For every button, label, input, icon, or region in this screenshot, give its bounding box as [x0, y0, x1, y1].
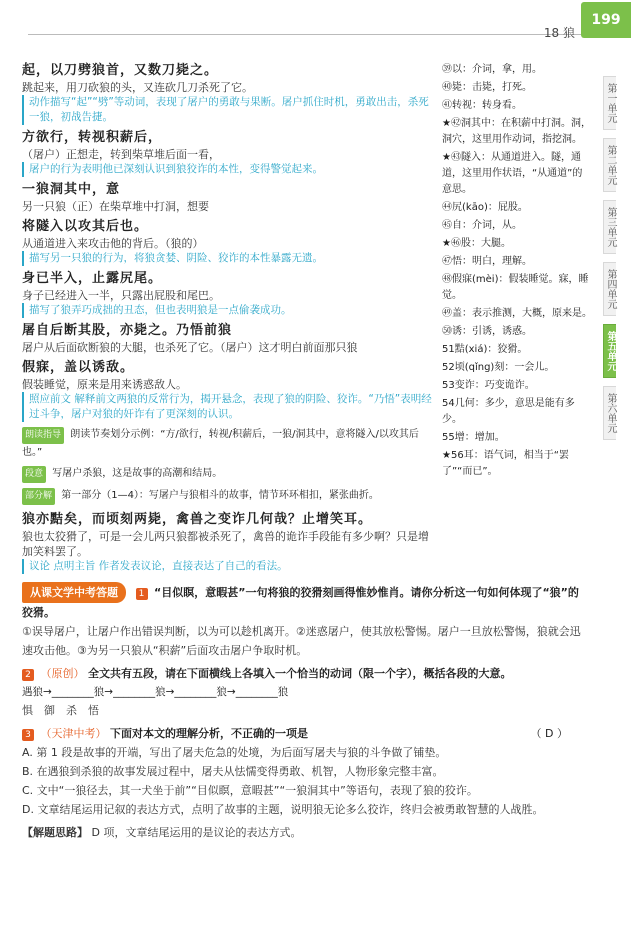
reading-guide-text: 朗读节奏划分示例：“方/欲行，转视/积薪后，一狼/洞其中，意将隧入/以攻其后也。”: [22, 429, 419, 458]
original-text: 一狼洞其中，意: [22, 182, 121, 197]
tab-unit-1[interactable]: 第一单元: [603, 76, 616, 130]
question-text: 全文共有五段，请在下面横线上各填入一个恰当的动词（限一个字），概括各段的大意。: [88, 667, 512, 680]
question-source-tag: （原创）: [40, 667, 85, 680]
paragraph-text: 写屠户杀狼，这是故事的高潮和结局。: [52, 468, 223, 479]
paragraph-tag: 段意: [22, 466, 46, 483]
paragraph-summary: [22, 465, 434, 483]
unit-tabs: [603, 76, 633, 448]
translation-text: （屠户）正想走，转到柴草堆后面一看，: [22, 148, 220, 161]
paragraph-5: [22, 511, 434, 574]
header-rule: [28, 34, 581, 35]
annotation-note: 屠户的行为表明他已深刻认识到狼狡诈的本性，变得警觉起来。: [22, 162, 434, 177]
text-block: [22, 270, 434, 318]
side-note: ㊴以：介词，拿，用。: [442, 64, 542, 75]
side-note: 51黠(xiá)：狡猾。: [442, 344, 528, 355]
solution-hint-text: D 项，文章结尾运用的是议论的表达方式。: [91, 826, 302, 839]
answer-1: ①误导屠户，让屠户作出错误判断，以为可以趁机离开。②迷惑屠户，使其放松警惕。屠户一旦放松警惕，狼就会迅速攻击他。③为另一只狼从“积薪”后面攻击屠户争取时机。: [22, 625, 581, 657]
option-d: D. 文章结尾运用记叙的表达方式，点明了故事的主题，说明狼无论多么狡诈，终归会被勇敢智慧的人战胜。: [22, 803, 544, 816]
side-note: ㊺自：介词，从。: [442, 220, 522, 231]
translation-text: 另一只狼（正）在柴草堆中打洞，想要: [22, 200, 209, 213]
question-text: 下面对本文的理解分析，不正确的一项是: [110, 727, 308, 740]
question-2: [22, 664, 582, 683]
solution-hint: [22, 823, 582, 842]
part-text: 第一部分（1—4）：写屠户与狼相斗的故事，情节环环相扣，紧张曲折。: [61, 490, 379, 501]
side-note: 53变诈：巧变诡诈。: [442, 380, 535, 391]
side-note: ★㊻股：大腿。: [442, 238, 511, 249]
question-source-tag: （天津中考）: [40, 727, 107, 740]
translation-text: 从通道进入来攻击他的背后。（狼的）: [22, 237, 204, 250]
side-note: 52顷(qǐng)刻：一会儿。: [442, 362, 555, 373]
translation-text: 狼也太狡猾了，可是一会儿两只狼都被杀死了，禽兽的诡诈手段能有多少啊？只是增加笑料罢了。: [22, 530, 429, 558]
question-number: 2: [22, 669, 34, 681]
original-text: 屠自后断其股，亦毙之。乃悟前狼: [22, 323, 233, 338]
annotation-note: 描写另一只狼的行为，将狼贪婪、阴险、狡诈的本性暴露无遗。: [22, 251, 434, 266]
exam-section: [22, 582, 582, 842]
question-number: 1: [136, 588, 148, 600]
question-3: [22, 724, 582, 743]
fill-blank-chain: 遇狼→________狼→________狼→________狼→________狼: [22, 686, 289, 698]
part-tag: 部分解: [22, 488, 55, 505]
solution-hint-label: 【解题思路】: [22, 826, 88, 839]
text-block: [22, 129, 434, 177]
page-header: [0, 0, 633, 46]
text-block: [22, 322, 434, 355]
side-note: ㊶转视：转身看。: [442, 100, 522, 111]
question-1: [22, 582, 582, 622]
original-text: 将隧入以攻其后也。: [22, 219, 149, 234]
annotation-note: 议论 点明主旨 作者发表议论，直接表达了自己的看法。: [22, 559, 434, 574]
translation-text: 屠户从后面砍断狼的大腿，也杀死了它。（屠户）这才明白前面那只狼: [22, 341, 358, 354]
annotation-note: 动作描写“起”“劈”等动词，表现了屠户的勇敢与果断。屠户抓住时机，勇敢出击，杀死一狼，初战告捷。: [22, 95, 434, 125]
translation-text: 跳起来，用刀砍狼的头，又连砍几刀杀死了它。: [22, 81, 253, 94]
main-text: [22, 62, 434, 578]
option-b: B. 在遇狼到杀狼的故事发展过程中，屠夫从怯懦变得勇敢、机智，人物形象完整丰富。: [22, 765, 444, 778]
side-note: ㊹尻(kāo)：屁股。: [442, 202, 528, 213]
reading-guide: [22, 426, 434, 461]
side-note: ★㊸隧入：从通道进入。隧，通道，这里用作状语，“从通道”的意思。: [442, 152, 583, 195]
option-a: A. 第 1 段是故事的开端，写出了屠夫危急的处境，为后面写屠夫与狼的斗争做了铺垫。: [22, 746, 447, 759]
question-text: “目似瞑，意暇甚”一句将狼的狡猾刻画得惟妙惟肖。请你分析这一句如何体现了“狼”的狡猾。: [22, 586, 579, 619]
text-block: [22, 62, 434, 125]
original-text: 方欲行，转视积薪后，: [22, 130, 163, 145]
tab-unit-5[interactable]: 第五单元: [603, 324, 616, 378]
side-note: ㊽假寐(mèi)：假装睡觉。寐，睡觉。: [442, 274, 589, 301]
side-note: ㊵毙：击毙，打死。: [442, 82, 532, 93]
part-summary: [22, 487, 434, 505]
translation-text: 假装睡觉，原来是用来诱惑敌人。: [22, 378, 187, 391]
annotation-note: 描写了狼弄巧成拙的丑态，但也表明狼是一点偷袭成功。: [22, 303, 434, 318]
option-c: C. 文中“一狼径去，其一犬坐于前”“目似瞑，意暇甚”“一狼洞其中”等语句，表现了狼的狡诈。: [22, 784, 478, 797]
original-text: 起，以刀劈狼首，又数刀毙之。: [22, 63, 219, 78]
original-text: 身已半入，止露尻尾。: [22, 271, 163, 286]
reading-guide-tag: 朗读指导: [22, 427, 64, 444]
tab-unit-4[interactable]: 第四单元: [603, 262, 616, 316]
exam-section-tag: 从课文学中考答题: [22, 582, 126, 603]
original-text: 狼亦黠矣，而顷刻两毙，禽兽之变诈几何哉？止增笑耳。: [22, 512, 373, 527]
side-note: ★56耳：语气词，相当于“罢了”“而已”。: [442, 450, 569, 477]
answer-2: 惧 御 杀 悟: [22, 704, 99, 717]
annotation-note: 照应前文 解释前文两狼的反常行为，揭开悬念，表现了狼的阴险、狡诈。“乃悟”表明经过斗争，屠户对狼的奸诈有了更深刻的认识。: [22, 392, 434, 422]
side-notes: [442, 62, 592, 482]
side-note: ㊿诱：引诱，诱惑。: [442, 326, 532, 337]
side-note: ㊾盖：表示推测，大概，原来是。: [442, 308, 592, 319]
tab-unit-3[interactable]: 第三单元: [603, 200, 616, 254]
tab-unit-6[interactable]: 第六单元: [603, 386, 616, 440]
translation-text: 身子已经进入一半，只露出屁股和尾巴。: [22, 289, 220, 302]
text-block: [22, 218, 434, 266]
original-text: 假寐，盖以诱敌。: [22, 360, 135, 375]
side-note: 55增：增加。: [442, 432, 505, 443]
side-note: ㊼悟：明白，理解。: [442, 256, 532, 267]
page-number: 199: [581, 2, 631, 38]
answer-choice: （ D ）: [530, 727, 568, 740]
chapter-title: 18 狼: [543, 26, 575, 40]
side-note: 54几何：多少，意思是能有多少。: [442, 398, 575, 425]
text-block: [22, 359, 434, 422]
tab-unit-2[interactable]: 第二单元: [603, 138, 616, 192]
question-number: 3: [22, 729, 34, 741]
text-block: [22, 181, 434, 214]
side-note: ★㊷洞其中：在积薪中打洞。洞，洞穴，这里用作动词，指挖洞。: [442, 118, 591, 145]
